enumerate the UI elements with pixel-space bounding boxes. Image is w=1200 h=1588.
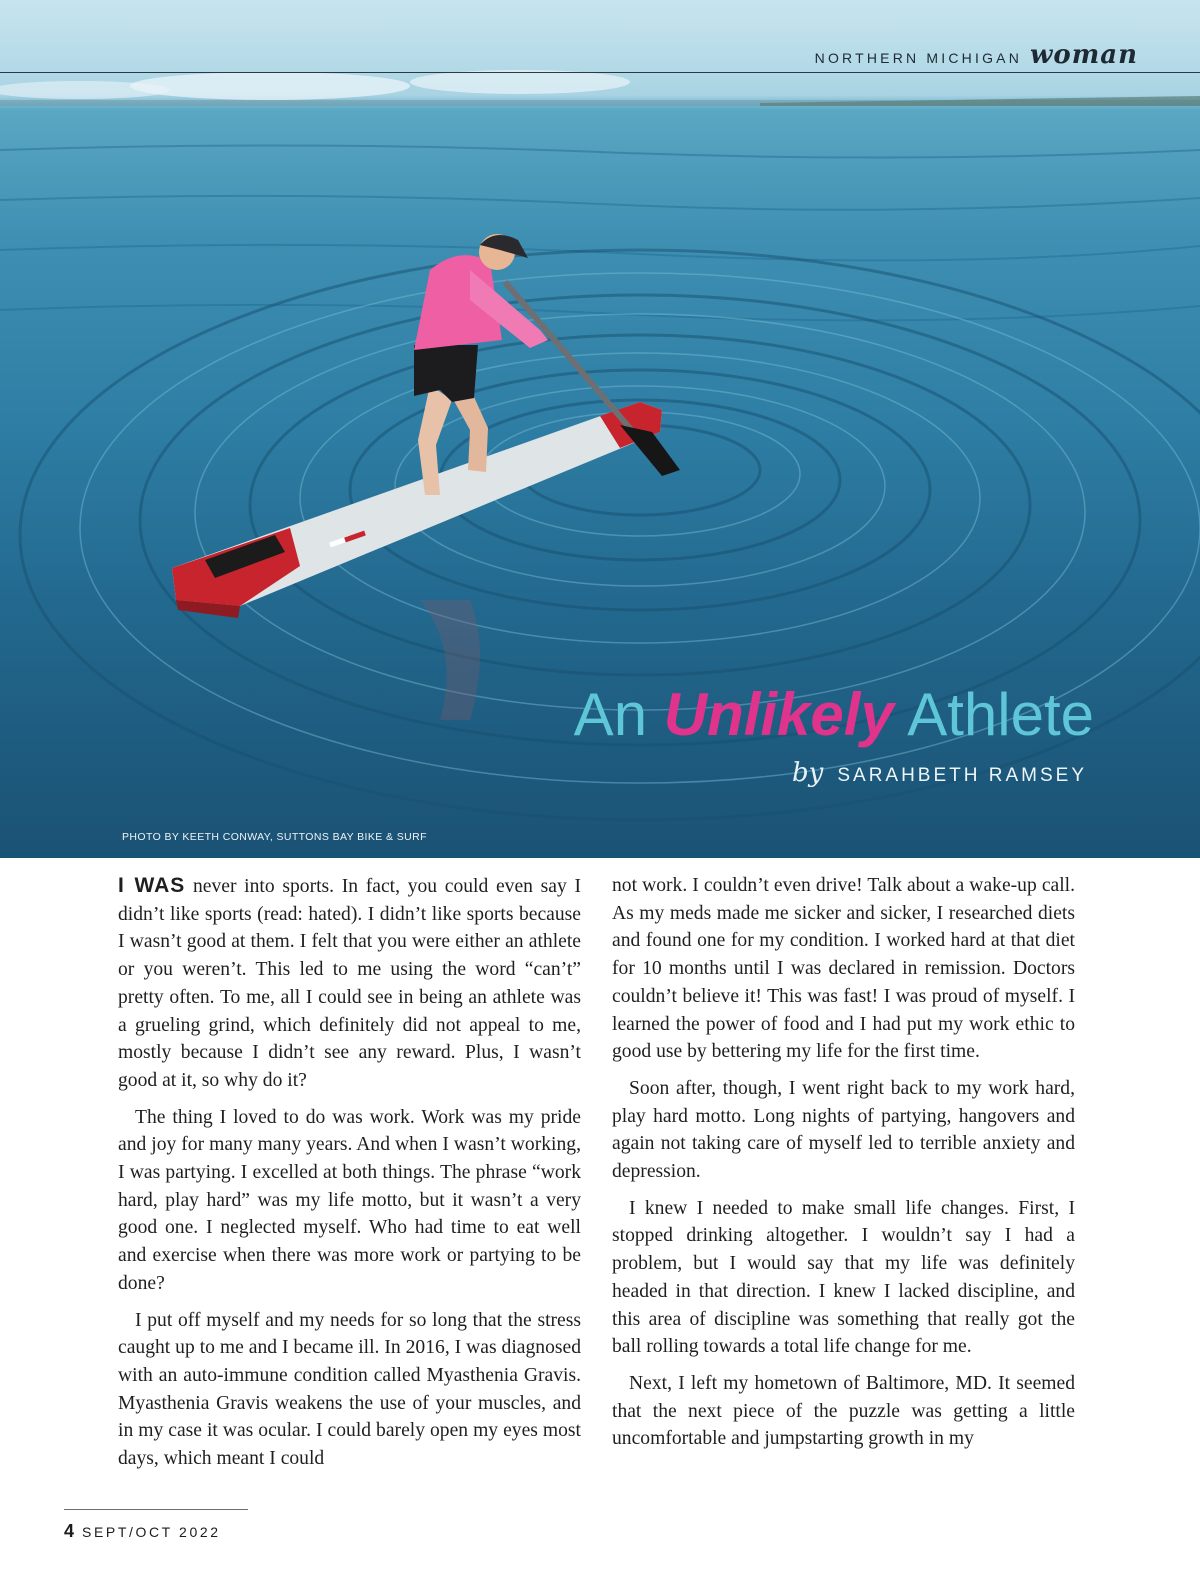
paragraph: I knew I needed to make small life changes. First, I stopped drinking altogether. I wouldn’t say I had a problem, but I would say that my life was definitely headed in that direction. I knew I lacked discipline, and this area of discipline was something that really got the ball rolling towards a total life change for me. (612, 1197, 1075, 1358)
lead-in: I WAS (118, 874, 186, 897)
title-part-1: An (573, 681, 664, 748)
paragraph: not work. I couldn’t even drive! Talk about a wake-up call. As my meds made me sicker and sicker, I researched diets and found one for my condition. I worked hard at that diet for 10 months until I was declared in remission. Doctors couldn’t believe it! This was fast! I was proud of myself. I learned the power of food and I had put my work ethic to good use by bettering my life for the first time. (612, 875, 1075, 1063)
paragraph: The thing I loved to do was work. Work was my pride and joy for many many years. And when I wasn’t working, I was partying. I excelled at both things. The phrase “work hard, play hard” was my life motto, but it wasn’t a very good one. I neglected myself. Who had time to eat well and exercise when there was more work or partying to be done? (118, 1106, 581, 1294)
title-part-3: Athlete (893, 681, 1094, 748)
author-name: SARAHBETH RAMSEY (837, 765, 1087, 786)
masthead-title: NORTHERN MICHIGAN (814, 50, 1023, 66)
paragraph: Soon after, though, I went right back to my work hard, play hard motto. Long nights of partying, hangovers and again not taking care of myself led to terrible anxiety and depression. (612, 1077, 1075, 1183)
paragraph: Next, I left my hometown of Baltimore, MD. It seemed that the next piece of the puzzle was getting a little uncomfortable and jumpstarting growth in my (612, 1372, 1075, 1450)
page-footer (64, 1521, 221, 1542)
title-emphasis: Unlikely (663, 681, 894, 748)
masthead (815, 40, 1138, 70)
byline-by: by (792, 758, 824, 788)
masthead-script: woman (1030, 40, 1138, 70)
byline (792, 758, 1087, 788)
paragraph (118, 872, 581, 1095)
issue-date: SEPT/OCT 2022 (82, 1524, 221, 1540)
article-column-left (118, 872, 581, 1482)
header-rule (0, 72, 1200, 73)
footer-rule (64, 1509, 248, 1510)
paragraph: I put off myself and my needs for so long that the stress caught up to me and I became ill. In 2016, I was diagnosed with an auto-immune condition called Myasthenia Gravis. Myasthenia Gravis weakens the use of your muscles, and in my case it was ocular. I could barely open my eyes most days, which meant I could (118, 1309, 581, 1470)
photo-credit: PHOTO BY KEETH CONWAY, SUTTONS BAY BIKE & SURF (122, 831, 427, 843)
article-title (574, 680, 1094, 750)
paragraph-text: never into sports. In fact, you could even say I didn’t like sports (read: hated). I didn’t like sports because I wasn’t good at them. I felt that you were either an athlete or you weren’t. This led to me using the word “can’t” pretty often. To me, all I could see in being an athlete was a grueling grind, which definitely did not appeal to me, mostly because I didn’t see any reward. Plus, I wasn’t good at it, so why do it? (118, 876, 581, 1091)
page-number: 4 (64, 1521, 75, 1541)
article-column-right (612, 872, 1075, 1462)
